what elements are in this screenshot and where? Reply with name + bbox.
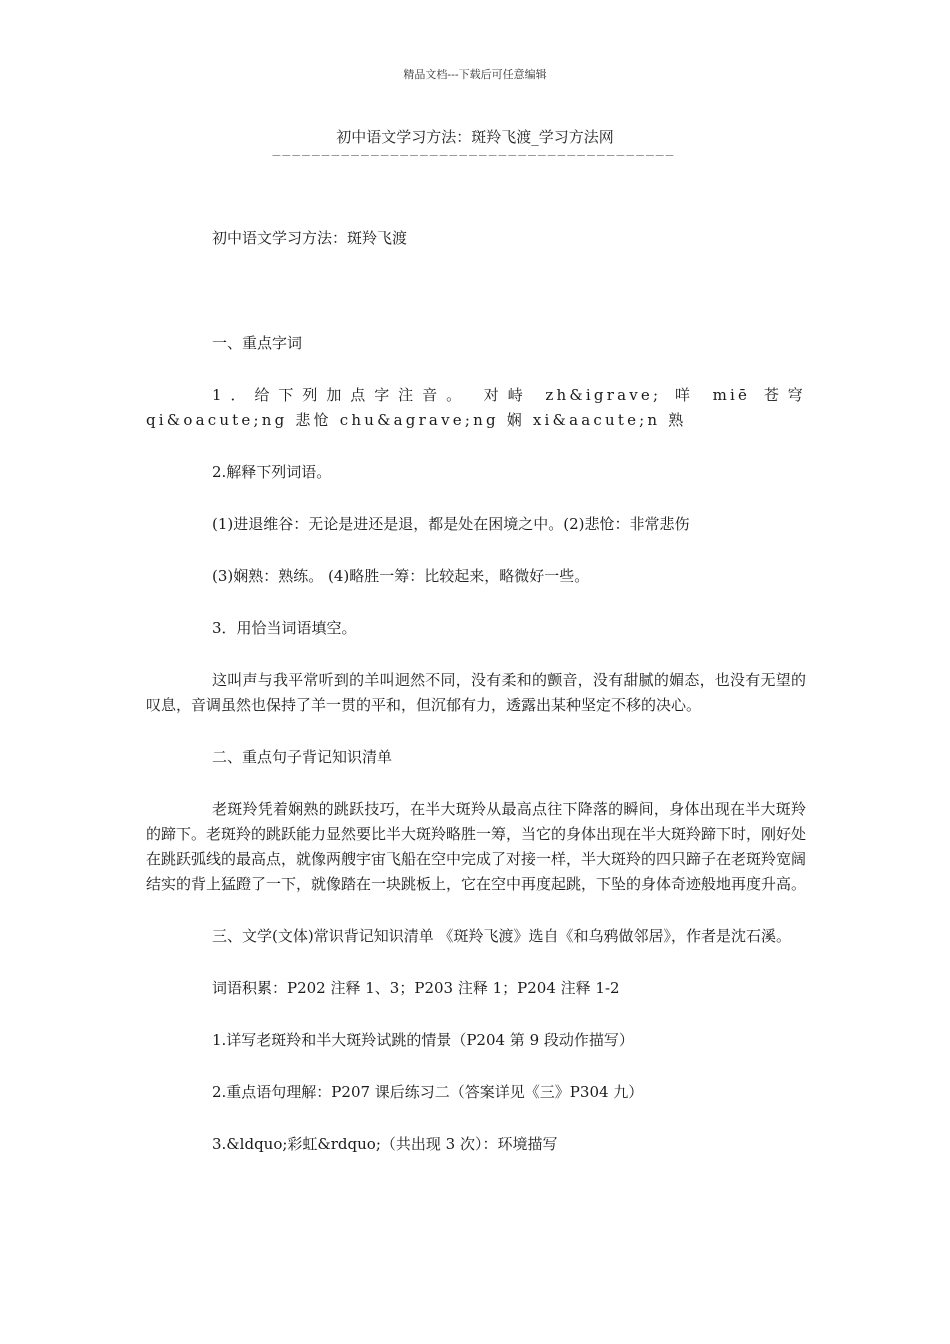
study-point-2: 2.重点语句理解：P207 课后练习二（答案详见《三》P304 九） xyxy=(212,1083,644,1101)
study-point-3: 3.&ldquo;彩虹&rdquo;（共出现 3 次）：环境描写 xyxy=(212,1135,558,1153)
vocab-item-1: 1．给下列加点字注音。 对峙 zh&igrave; 咩 miē 苍穹 qi&oacute;ng 悲怆 chu&agrave;ng 娴 xi&aacute;n 熟 xyxy=(146,386,806,429)
definition-line-2: (3)娴熟：熟练。 (4)略胜一筹：比较起来，略微好一些。 xyxy=(212,567,590,585)
article-subtitle: 初中语文学习方法：斑羚飞渡 xyxy=(212,229,408,247)
section-heading-2: 二、重点句子背记知识清单 xyxy=(212,748,393,766)
title-divider: ————————————————————————————————————————— xyxy=(272,148,676,163)
document-body xyxy=(146,226,806,1157)
vocab-accumulation: 词语积累：P202 注释 1、3；P203 注释 1；P204 注释 1-2 xyxy=(212,979,620,997)
definition-line-1: (1)进退维谷：无论是进还是退，都是处在困境之中。(2)悲怆：非常悲伤 xyxy=(212,515,690,533)
vocab-item-2: 2.解释下列词语。 xyxy=(212,463,332,481)
study-point-1: 1.详写老斑羚和半大斑羚试跳的情景（P204 第 9 段动作描写） xyxy=(212,1031,634,1049)
section-heading-1: 一、重点字词 xyxy=(212,334,303,352)
vocab-item-3: 3．用恰当词语填空。 xyxy=(212,619,357,637)
page-header: 精品文档---下载后可任意编辑 xyxy=(403,68,547,81)
section-heading-3: 三、文学(文体)常识背记知识清单 《斑羚飞渡》选自《和乌鸦做邻居》，作者是沈石溪。 xyxy=(212,927,791,945)
key-sentence-paragraph: 老斑羚凭着娴熟的跳跃技巧，在半大斑羚从最高点往下降落的瞬间，身体出现在半大斑羚的蹄下。老斑羚的跳跃能力显然要比半大斑羚略胜一筹，当它的身体出现在半大斑羚蹄下时，刚好处在跳跃弧线的最高点，就像两艘宇宙飞船在空中完成了对接一样，半大斑羚的四只蹄子在老斑羚宽阔结实的背上猛蹬了一下，就像踏在一块跳板上，它在空中再度起跳，下坠的身体奇迹般地再度升高。 xyxy=(146,800,807,893)
document-title: 初中语文学习方法：斑羚飞渡_学习方法网 xyxy=(336,128,614,146)
fill-in-paragraph: 这叫声与我平常听到的羊叫迥然不同，没有柔和的颤音，没有甜腻的媚态，也没有无望的叹息，音调虽然也保持了羊一贯的平和，但沉郁有力，透露出某种坚定不移的决心。 xyxy=(146,671,806,714)
